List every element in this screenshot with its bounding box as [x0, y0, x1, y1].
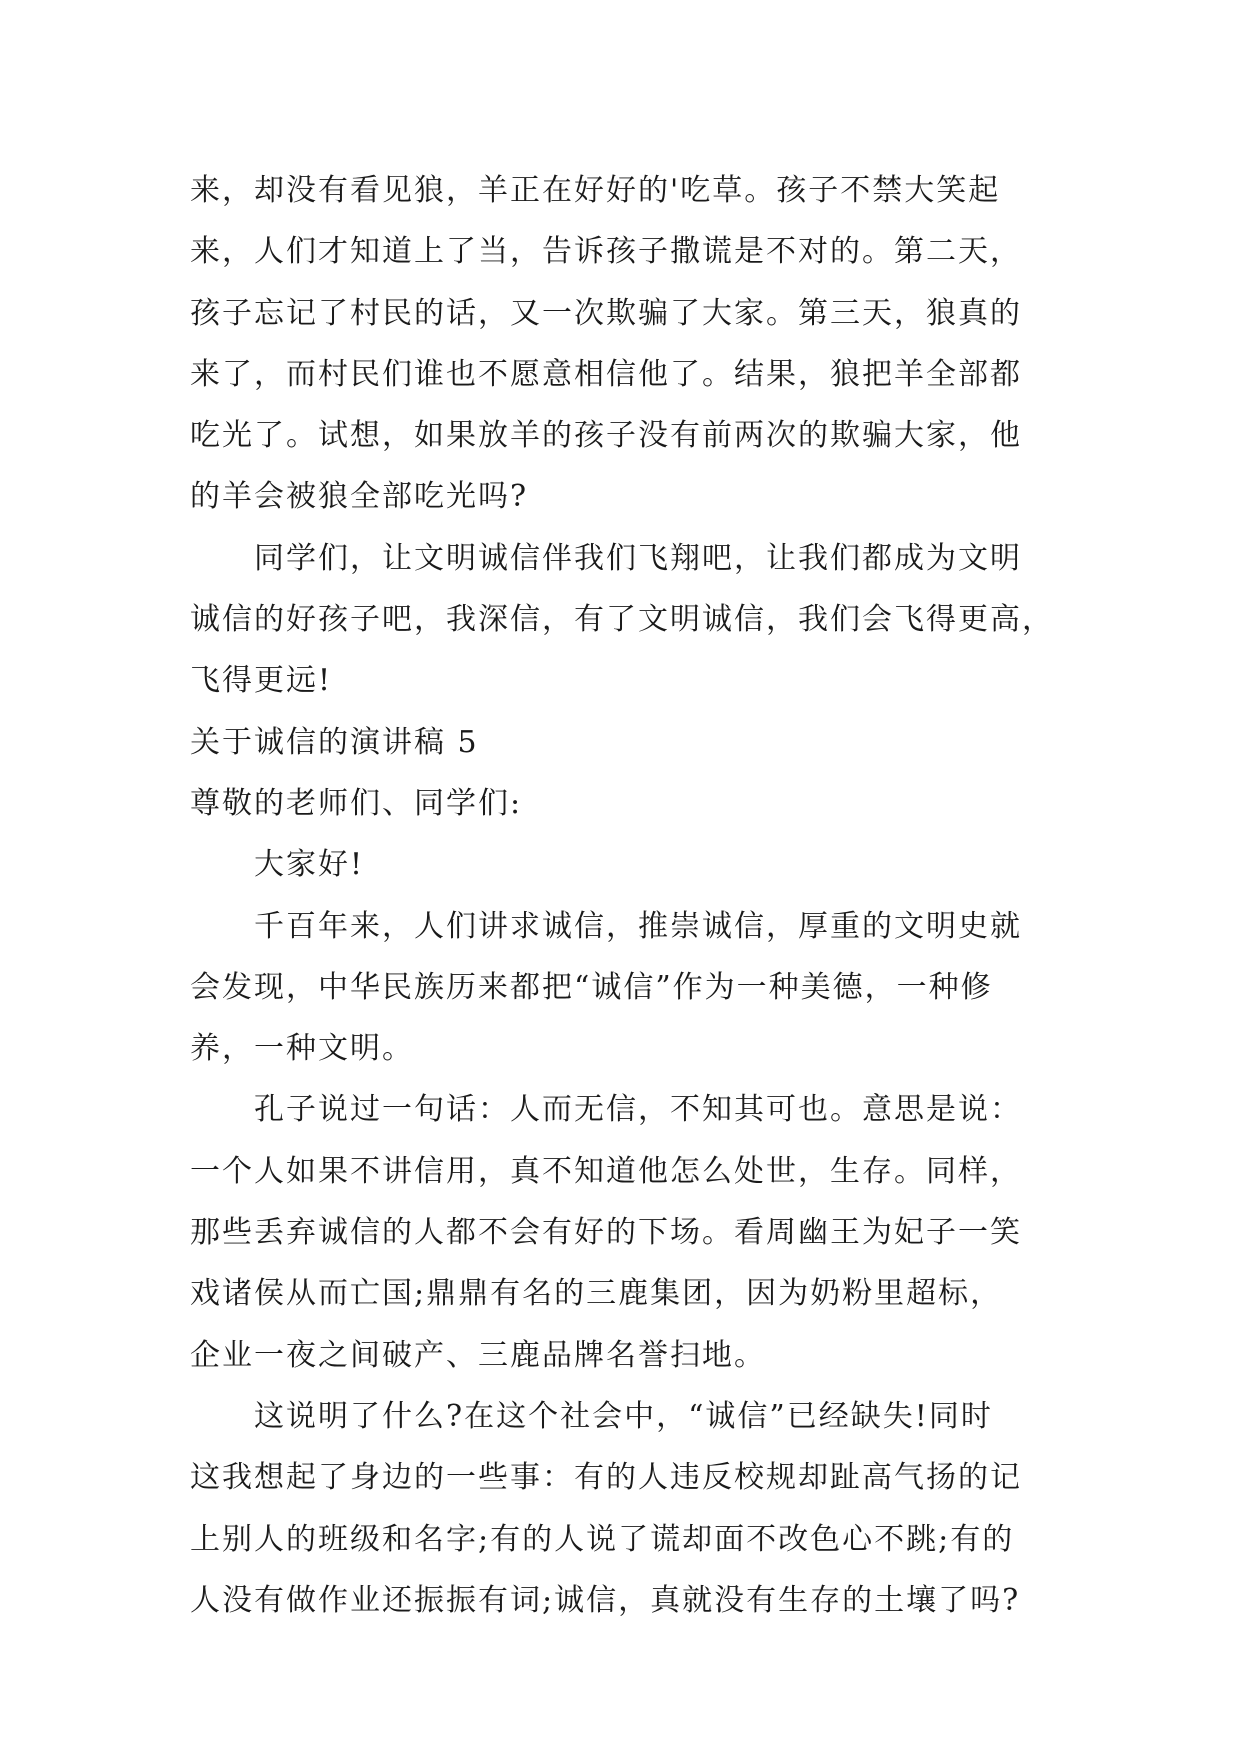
body-text-line: 来，却没有看见狼，羊正在好好的'吃草。孩子不禁大笑起: [190, 173, 1001, 208]
paragraph-start-line: 这说明了什么?在这个社会中，“诚信”已经缺失!同时: [254, 1398, 993, 1434]
body-text-line: 吃光了。试想，如果放羊的孩子没有前两次的欺骗大家，他: [190, 418, 1022, 454]
body-text-line: 一个人如果不讲信用，真不知道他怎么处世，生存。同样，: [190, 1153, 1022, 1189]
body-text-line: 孩子忘记了村民的话，又一次欺骗了大家。第三天，狼真的: [190, 295, 1022, 331]
body-text-line: 那些丢弃诚信的人都不会有好的下场。看周幽王为妃子一笑: [190, 1215, 1022, 1251]
document-body: [190, 160, 1060, 1631]
body-text-line: 诚信的好孩子吧，我深信，有了文明诚信，我们会飞得更高，: [190, 602, 1054, 638]
body-text-line: 这我想起了身边的一些事：有的人违反校规却趾高气扬的记: [190, 1460, 1022, 1496]
body-text-line: 来了，而村民们谁也不愿意相信他了。结果，狼把羊全部都: [190, 356, 1022, 392]
section-heading: 关于诚信的演讲稿 5: [190, 724, 479, 760]
body-text-line: 的羊会被狼全部吃光吗?: [190, 479, 529, 515]
paragraph-start-line: 千百年来，人们讲求诚信，推崇诚信，厚重的文明史就: [254, 908, 1022, 944]
body-text-line: 企业一夜之间破产、三鹿品牌名誉扫地。: [190, 1337, 766, 1373]
salutation: 尊敬的老师们、同学们:: [190, 785, 523, 821]
body-text-line: 会发现，中华民族历来都把“诚信”作为一种美德，一种修: [190, 969, 993, 1005]
body-text-line: 上别人的班级和名字;有的人说了谎却面不改色心不跳;有的: [190, 1521, 1015, 1557]
paragraph-start-line: 孔子说过一句话：人而无信，不知其可也。意思是说：: [254, 1092, 1022, 1128]
paragraph-start-line: 同学们，让文明诚信伴我们飞翔吧，让我们都成为文明: [254, 540, 1022, 576]
body-text-line: 养，一种文明。: [190, 1031, 414, 1067]
body-text-line: 戏诸侯从而亡国;鼎鼎有名的三鹿集团，因为奶粉里超标，: [190, 1276, 1003, 1312]
body-text-line: 来，人们才知道上了当，告诉孩子撒谎是不对的。第二天，: [190, 234, 1022, 270]
body-text-line: 飞得更远!: [190, 663, 333, 699]
greeting: 大家好!: [254, 847, 365, 883]
body-text-line: 人没有做作业还振振有词;诚信，真就没有生存的土壤了吗?: [190, 1582, 1021, 1618]
